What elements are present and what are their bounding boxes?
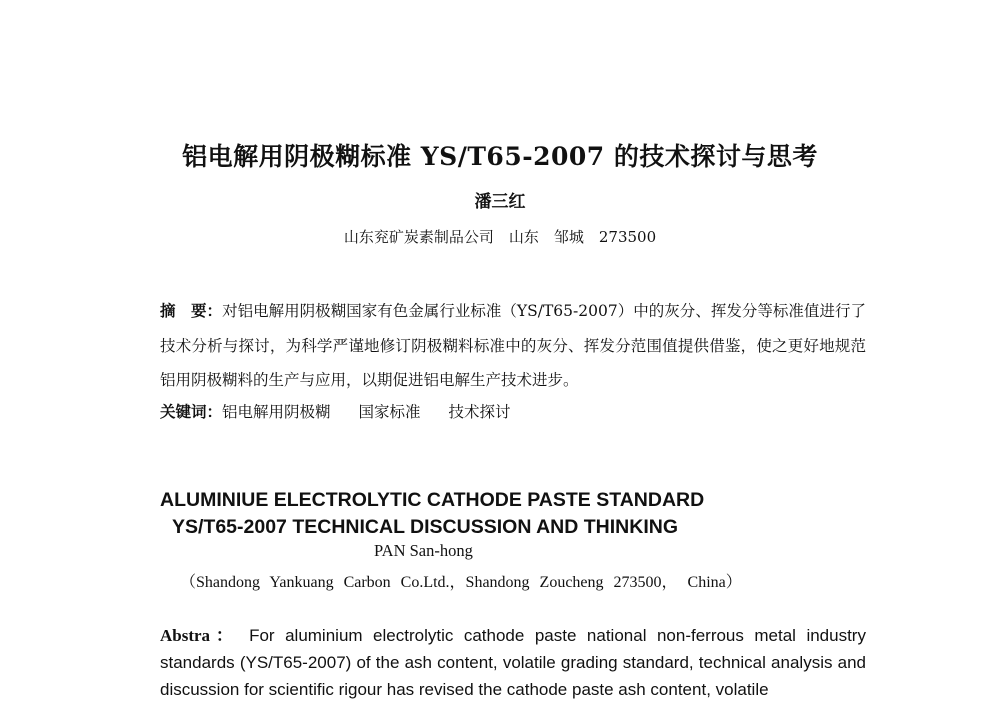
english-affiliation: （Shandong Yankuang Carbon Co.Ltd.，Shandong Zoucheng 273500， China） [180, 574, 742, 591]
chinese-affiliation: 山东兖矿炭素制品公司 山东 邹城 273500 [343, 228, 657, 246]
chinese-abstract-label: 摘 要： [160, 301, 223, 320]
english-abstract [160, 622, 866, 703]
english-abstract-label: Abstra： [160, 626, 239, 645]
english-title-line-1: ALUMINIUE ELECTROLYTIC CATHODE PASTE STANDARD [160, 489, 705, 511]
chinese-title: 铝电解用阴极糊标准 YS/T65-2007 的技术探讨与思考 [182, 142, 818, 171]
chinese-keywords [160, 398, 866, 426]
chinese-keywords-label: 关键词： [160, 402, 223, 421]
keyword-item: 国家标准 [358, 403, 421, 421]
keyword-item: 技术探讨 [448, 403, 511, 421]
english-author: PAN San-hong [374, 541, 473, 560]
chinese-abstract-text: 对铝电解用阴极糊国家有色金属行业标准（YS/T65-2007）中的灰分、挥发分等标准值进行了技术分析与探讨，为科学严谨地修订阴极糊料标准中的灰分、挥发分范围值提供借鉴，使之更好地规范铝用阴极糊料的生产与应用，以期促进铝电解生产技术进步。 [160, 302, 866, 389]
english-title [160, 487, 866, 541]
chinese-author: 潘三红 [474, 192, 526, 212]
chinese-abstract [160, 294, 866, 398]
english-abstract-text: For aluminium electrolytic cathode paste national non-ferrous metal industry standards (YS/T65-2007) of the ash content, volatile grading standard, technical analysis and discussion for scientific rigour has revised the cathode paste ash content, volatile [160, 626, 866, 699]
keyword-item: 铝电解用阴极糊 [222, 403, 331, 421]
english-title-line-2: YS/T65-2007 TECHNICAL DISCUSSION AND THINKING [172, 516, 679, 538]
